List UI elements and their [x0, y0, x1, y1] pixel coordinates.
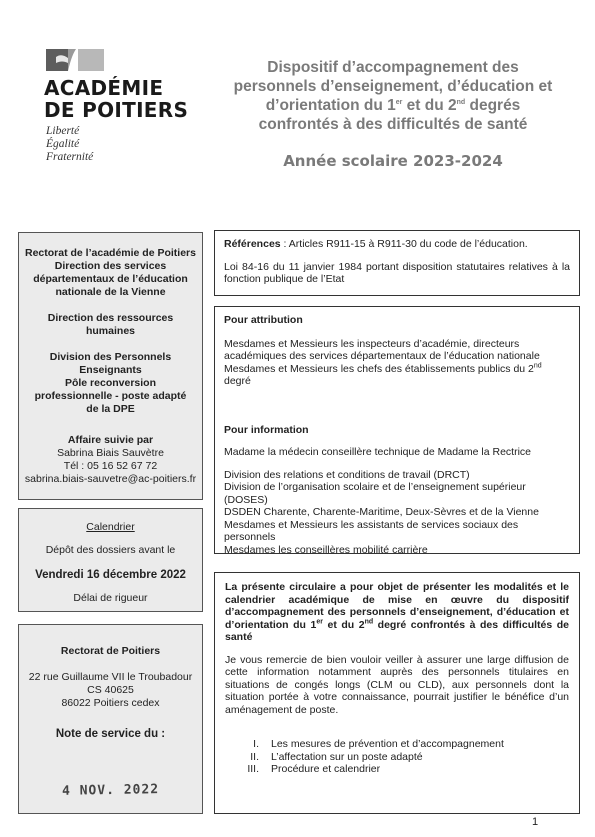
references-line: [224, 238, 570, 251]
academy-logo-title: [44, 77, 188, 121]
attribution-line-2-b: degré: [224, 375, 251, 387]
information-heading: Pour information: [224, 423, 309, 436]
academy-logo-line2: DE POITIERS: [44, 98, 189, 122]
title-sup-2: nd: [456, 98, 466, 106]
title-line-3-a: d’orientation du 1: [265, 97, 396, 114]
address-street: 22 rue Guillaume VII le Troubadour: [28, 671, 193, 683]
calendar-delai: Délai de rigueur: [73, 592, 148, 604]
plan-item-number: II.: [250, 750, 259, 763]
contact-phone: Tél : 05 16 52 67 72: [63, 460, 158, 472]
plan-item-number: I.: [253, 738, 259, 750]
circular-intro-a: La présente circulaire a pour objet de présenter les modalités et le calendrier académique de mise en œuvre du dispositif d’accompagnement des personnels d’enseignement, d’éducation et d’orientation du 1: [225, 581, 569, 631]
affaire-label: Affaire suivie par: [67, 434, 154, 446]
attribution-line-2-a: Mesdames et Messieurs les chefs des établissements publics du 2: [224, 362, 534, 375]
plan-item: [225, 738, 569, 751]
motto-egalite: Égalité: [46, 138, 80, 150]
motto-liberte: Liberté: [46, 125, 80, 137]
title-sup-1: er: [395, 98, 403, 106]
plan-item-number: III.: [247, 763, 259, 775]
information-line-5: Mesdames et Messieurs les assistants de services sociaux des personnels: [224, 518, 519, 543]
title-line-3-b: et du 2: [402, 97, 457, 114]
circular-sup-1: er: [316, 618, 323, 625]
information-line-2: Division des relations et conditions de travail (DRCT): [224, 468, 470, 481]
plan-item-text: Procédure et calendrier: [271, 763, 381, 775]
school-year: Année scolaire 2023-2024: [283, 152, 503, 170]
calendar-depot: Dépôt des dossiers avant le: [45, 544, 176, 556]
calendar-heading: Calendrier: [86, 521, 135, 533]
contact-name: Sabrina Biais Sauvètre: [57, 447, 164, 459]
information-line-1: Madame la médecin conseillère technique de Madame la Rectrice: [224, 446, 531, 458]
plan-item-text: Les mesures de prévention et d’accompagnement: [271, 738, 504, 750]
sender-box: [18, 232, 203, 500]
calendar-box: [18, 508, 203, 612]
information-line-3: Division de l’organisation scolaire et de l’enseignement supérieur (DOSES): [224, 481, 526, 506]
circular-body: Je vous remercie de bien vouloir veiller à assurer une large diffusion de cette information notamment auprès des personnels titulaires en situations de congés longs (CLM ou CLD), aux personnels dont la situation portée à votre connaissance, pourrait justifier le bénéfice d’un aménagement de poste.: [225, 653, 569, 716]
circular-intro: [225, 581, 569, 644]
references-box: [214, 230, 580, 296]
plan-item-text: L’affectation sur un poste adapté: [271, 750, 423, 763]
attribution-sup: nd: [533, 362, 542, 369]
references-loi: Loi 84-16 du 11 janvier 1984 portant disposition statutaires relatives à la fonction publique de l’Etat: [224, 260, 570, 285]
marianne-logo-icon: [46, 49, 104, 71]
references-label: Références: [224, 238, 281, 250]
information-line-4: DSDEN Charente, Charente-Maritime, Deux-Sèvres et de la Vienne: [224, 506, 539, 518]
circular-intro-b: et du 2: [322, 618, 365, 631]
sender-drh: Direction des ressources humaines: [47, 312, 174, 337]
information-line-6: Mesdames les conseillères mobilité carrière: [224, 543, 428, 556]
plan-item: [225, 751, 569, 764]
circular-intro-c: degré confrontés à des difficultés de santé: [225, 618, 569, 643]
circular-plan: [225, 738, 569, 776]
plan-item: [225, 763, 569, 776]
note-service-label: Note de service du :: [55, 728, 166, 740]
title-line-3: [218, 96, 568, 115]
sender-pole: Pôle reconversion professionnelle - poste adapté de la DPE: [34, 377, 187, 415]
academy-logo-line1: ACADÉMIE: [44, 76, 164, 100]
attribution-line-1: Mesdames et Messieurs les inspecteurs d’académie, directeurs académiques des services départementaux de l’éducation nationale: [224, 337, 540, 362]
title-line-1: Dispositif d’accompagnement des: [267, 59, 519, 76]
calendar-deadline: Vendredi 16 décembre 2022: [35, 569, 186, 581]
address-cs: CS 40625: [87, 684, 134, 696]
republic-motto: [46, 125, 93, 164]
page-number: 1: [532, 816, 539, 828]
references-text: : Articles R911-15 à R911-30 du code de l’éducation.: [280, 238, 528, 250]
recipients-box: [214, 306, 580, 554]
sender-division: Division des Personnels Enseignants: [49, 351, 172, 376]
circular-sup-2: nd: [364, 618, 374, 625]
address-name: Rectorat de Poitiers: [60, 645, 161, 657]
attribution-heading: Pour attribution: [224, 314, 303, 326]
attribution-line-2: [224, 363, 570, 388]
sender-dsden: Direction des services départementaux de l’éducation nationale de la Vienne: [33, 260, 188, 298]
title-line-2: personnels d’enseignement, d’éducation et: [233, 78, 553, 95]
circular-box: [214, 572, 580, 814]
title-line-4: confrontés à des difficultés de santé: [258, 116, 528, 133]
motto-fraternite: Fraternité: [46, 151, 94, 163]
title-line-3-c: degrés: [465, 97, 521, 114]
document-title: [218, 58, 568, 134]
date-stamp: 4 NOV. 2022: [61, 782, 160, 799]
address-city: 86022 Poitiers cedex: [61, 697, 160, 709]
contact-email: sabrina.biais-sauvetre@ac-poitiers.fr: [24, 473, 197, 485]
sender-rectorat: Rectorat de l’académie de Poitiers: [25, 247, 196, 259]
